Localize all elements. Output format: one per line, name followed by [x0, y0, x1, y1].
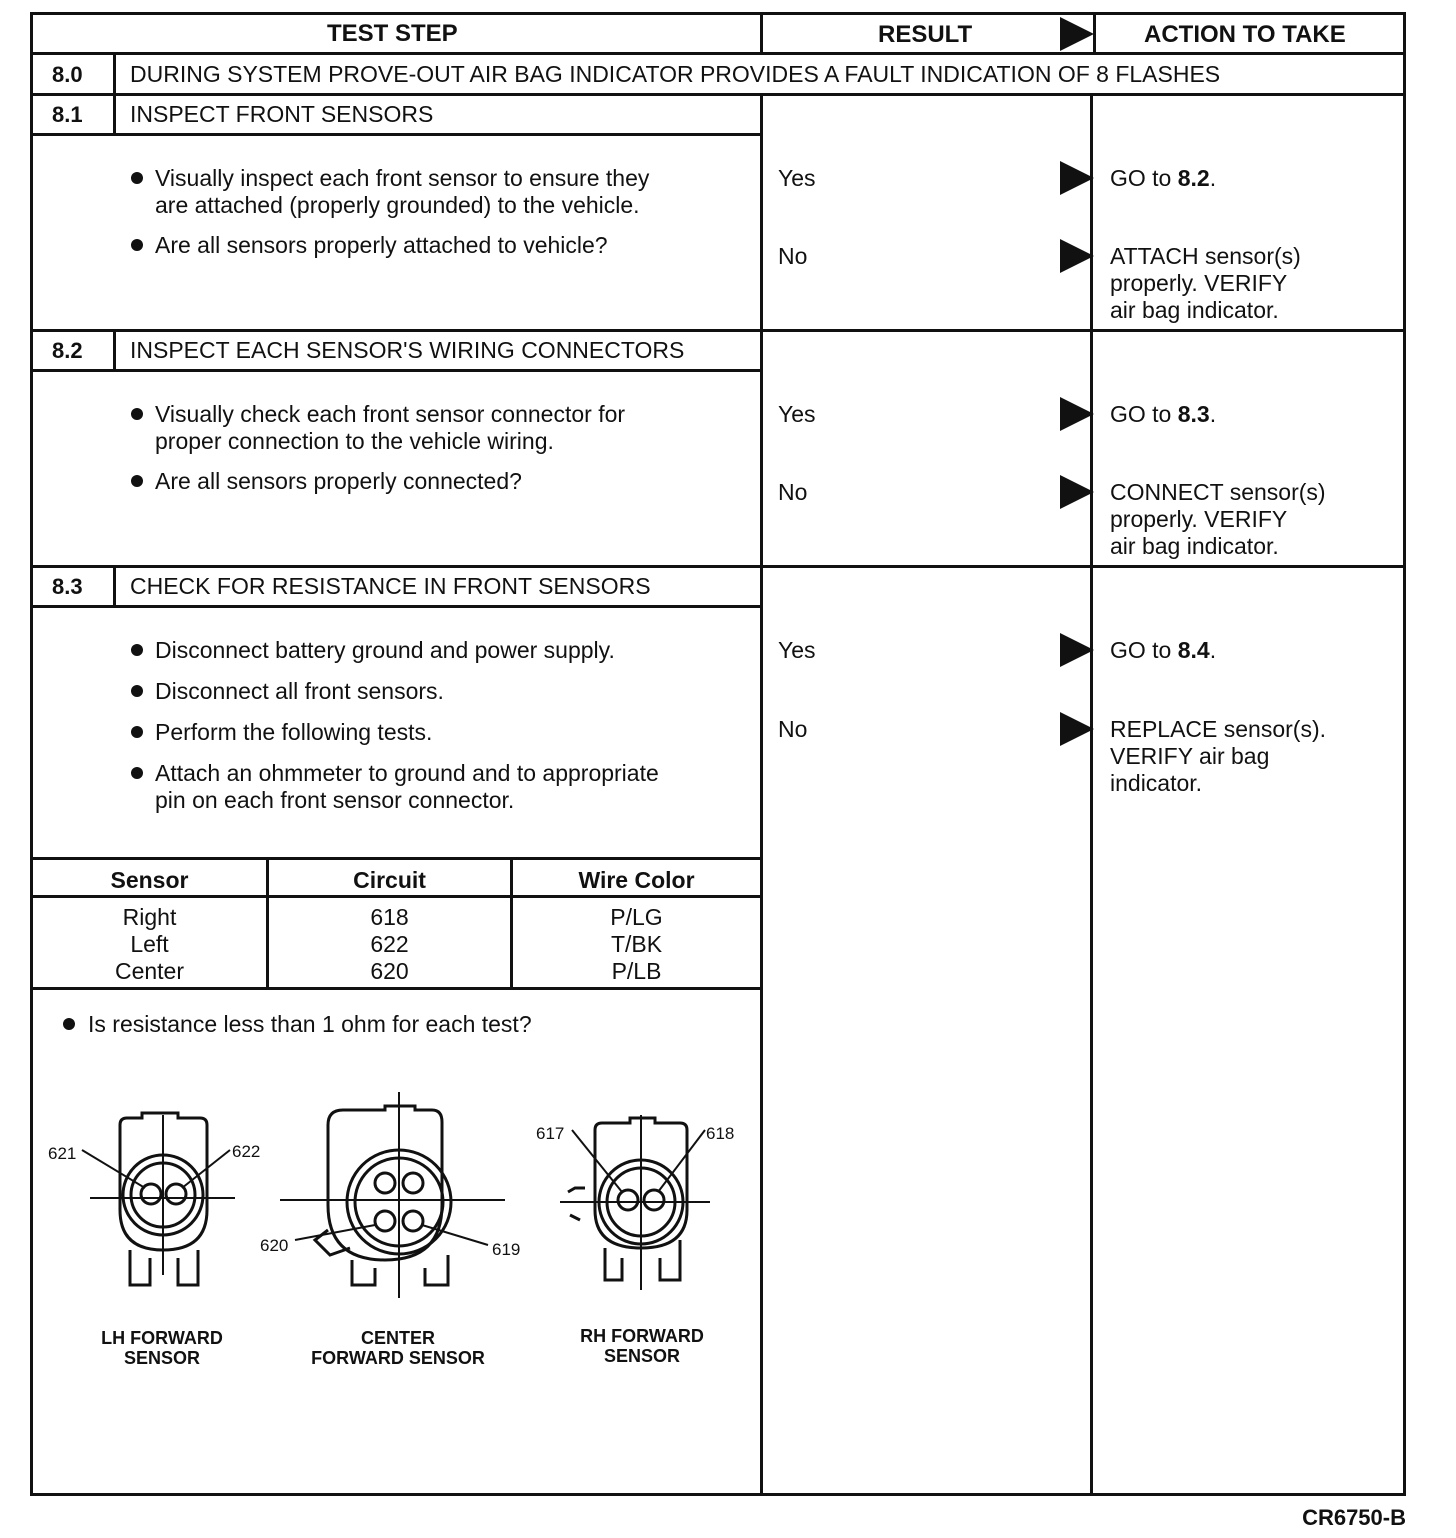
bullet-icon: [131, 726, 143, 738]
header-test-step: TEST STEP: [327, 20, 458, 47]
sensor-table-top: [30, 857, 763, 860]
step-8-1-no-action-1: ATTACH sensor(s): [1110, 243, 1301, 269]
header-arrow-icon: [1060, 17, 1094, 51]
step-8-3-title-underline: [30, 605, 763, 608]
sensor-table-cell: 622: [370, 931, 409, 957]
step-8-2-number: 8.2: [52, 338, 83, 363]
bullet-icon: [131, 685, 143, 697]
bullet-icon: [131, 408, 143, 420]
step-8-3-bullet-2: Disconnect all front sensors.: [155, 678, 444, 704]
bullet-icon: [63, 1018, 75, 1030]
step-8-1-divider: [30, 329, 1406, 332]
step-8-2-divider: [30, 565, 1406, 568]
rh-sensor-caption-line-1: RH FORWARD: [580, 1326, 704, 1346]
step-8-1-bullet-2: Are all sensors properly attached to vehicle?: [155, 232, 608, 258]
arrow-icon: [1060, 239, 1094, 273]
step-8-1-title-underline: [30, 133, 763, 136]
step-8-3-bullet-4a: Attach an ohmmeter to ground and to appropriate: [155, 760, 659, 786]
step-8-1-no-action-3: air bag indicator.: [1110, 297, 1279, 323]
rh-sensor-caption: [542, 1326, 742, 1366]
lh-sensor-caption-line-2: SENSOR: [123, 1348, 201, 1368]
num-divider-8-2: [113, 329, 116, 371]
lh-pin-label-b: 622: [232, 1142, 261, 1161]
sensor-table-cell: P/LB: [611, 958, 662, 984]
center-sensor-caption-line-1: CENTER: [360, 1328, 435, 1348]
step-8-2-no-action-2: properly. VERIFY: [1110, 506, 1288, 532]
step-8-0-number: 8.0: [52, 62, 83, 87]
step-8-1-no-action-2: properly. VERIFY: [1110, 270, 1288, 296]
sensor-table-header: Wire Color: [578, 867, 695, 893]
step-8-1-yes-action: GO to 8.2.: [1110, 165, 1217, 191]
lh-sensor-caption: [62, 1328, 262, 1368]
bullet-icon: [131, 239, 143, 251]
step-8-3-no-action-3: indicator.: [1110, 770, 1203, 796]
bullet-icon: [131, 644, 143, 656]
rh-sensor-caption-line-2: SENSOR: [603, 1346, 681, 1366]
lh-sensor-caption-line-1: LH FORWARD: [101, 1328, 223, 1348]
step-8-2-no: No: [778, 479, 808, 505]
num-divider-8-3: [113, 565, 116, 607]
sensor-table-cell: P/LG: [610, 904, 663, 930]
step-8-2-yes: Yes: [778, 401, 816, 427]
sensor-table-header: Circuit: [353, 867, 426, 893]
step-8-1-bullet-1b: are attached (properly grounded) to the vehicle.: [155, 192, 640, 218]
sensor-table-header: Sensor: [110, 867, 189, 893]
step-8-2-yes-action: GO to 8.3.: [1110, 401, 1217, 427]
step-8-2-no-action-1: CONNECT sensor(s): [1110, 479, 1326, 505]
step-8-0-title: DURING SYSTEM PROVE-OUT AIR BAG INDICATOR PROVIDES A FAULT INDICATION OF 8 FLASHES: [130, 61, 1221, 87]
step-8-3-title: CHECK FOR RESISTANCE IN FRONT SENSORS: [130, 573, 651, 599]
header-action: ACTION TO TAKE: [1144, 21, 1346, 48]
sensor-table-cell: T/BK: [610, 931, 663, 957]
rh-sensor-connector-icon: [568, 1118, 687, 1280]
figure-reference: CR6750-B: [1302, 1505, 1406, 1530]
bullet-icon: [131, 767, 143, 779]
center-sensor-caption: [282, 1328, 514, 1368]
step-8-1-bullet-1a: Visually inspect each front sensor to ensure they: [155, 165, 650, 191]
header-divider: [30, 52, 1406, 55]
sensor-table-cell: 620: [370, 958, 409, 984]
col-divider-action: [1090, 93, 1093, 1496]
step-8-3-yes-action: GO to 8.4.: [1110, 637, 1217, 663]
rh-pin-label-a: 617: [536, 1124, 565, 1143]
col-divider-result-header: [760, 12, 763, 54]
sensor-table-cell: Right: [122, 904, 177, 930]
step-8-3-yes: Yes: [778, 637, 816, 663]
bullet-icon: [131, 475, 143, 487]
step-8-2-bullet-1a: Visually check each front sensor connector for: [155, 401, 626, 427]
center-sensor-caption-line-2: FORWARD SENSOR: [311, 1348, 485, 1368]
step-8-3-number: 8.3: [52, 574, 83, 599]
arrow-icon: [1060, 633, 1094, 667]
step-8-2-no-action-3: air bag indicator.: [1110, 533, 1279, 559]
sensor-table-cell: Left: [130, 931, 169, 957]
center-sensor-connector-icon: [315, 1106, 451, 1285]
sensor-connector-diagrams: [30, 1080, 760, 1310]
col-divider-result: [760, 93, 763, 1496]
rh-pin-label-b: 618: [706, 1124, 735, 1143]
step-8-3-no-action-1: REPLACE sensor(s).: [1110, 716, 1327, 742]
step-8-0-divider: [30, 93, 1406, 96]
step-8-1-no: No: [778, 243, 808, 269]
arrow-icon: [1060, 161, 1094, 195]
sensor-table-bottom: [30, 987, 763, 990]
sensor-table-cell: Center: [114, 958, 185, 984]
center-pin-label-a: 620: [260, 1236, 289, 1255]
step-8-2-bullet-2: Are all sensors properly connected?: [155, 468, 522, 494]
arrow-icon: [1060, 712, 1094, 746]
step-8-2-title-underline: [30, 369, 763, 372]
step-8-3-no-action-2: VERIFY air bag: [1110, 743, 1270, 769]
sensor-table-header-divider: [30, 895, 763, 898]
lh-pin-label-a: 621: [48, 1144, 77, 1163]
num-divider-8-0: [113, 52, 116, 95]
arrow-icon: [1060, 397, 1094, 431]
step-8-2-bullet-1b: proper connection to the vehicle wiring.: [155, 428, 554, 454]
step-8-1-title: INSPECT FRONT SENSORS: [130, 101, 434, 127]
num-divider-8-1: [113, 93, 116, 135]
header-result: RESULT: [878, 21, 973, 48]
step-8-3-question: Is resistance less than 1 ohm for each test?: [88, 1011, 532, 1037]
step-8-3-bullet-3: Perform the following tests.: [155, 719, 433, 745]
center-pin-label-b: 619: [492, 1240, 521, 1259]
arrow-icon: [1060, 475, 1094, 509]
step-8-1-number: 8.1: [52, 102, 83, 127]
sensor-table-cell: 618: [370, 904, 409, 930]
step-8-1-yes: Yes: [778, 165, 816, 191]
step-8-3-bullet-4b: pin on each front sensor connector.: [155, 787, 515, 813]
bullet-icon: [131, 172, 143, 184]
step-8-2-title: INSPECT EACH SENSOR'S WIRING CONNECTORS: [130, 337, 685, 363]
step-8-3-no: No: [778, 716, 808, 742]
step-8-3-bullet-1: Disconnect battery ground and power supply.: [155, 637, 615, 663]
